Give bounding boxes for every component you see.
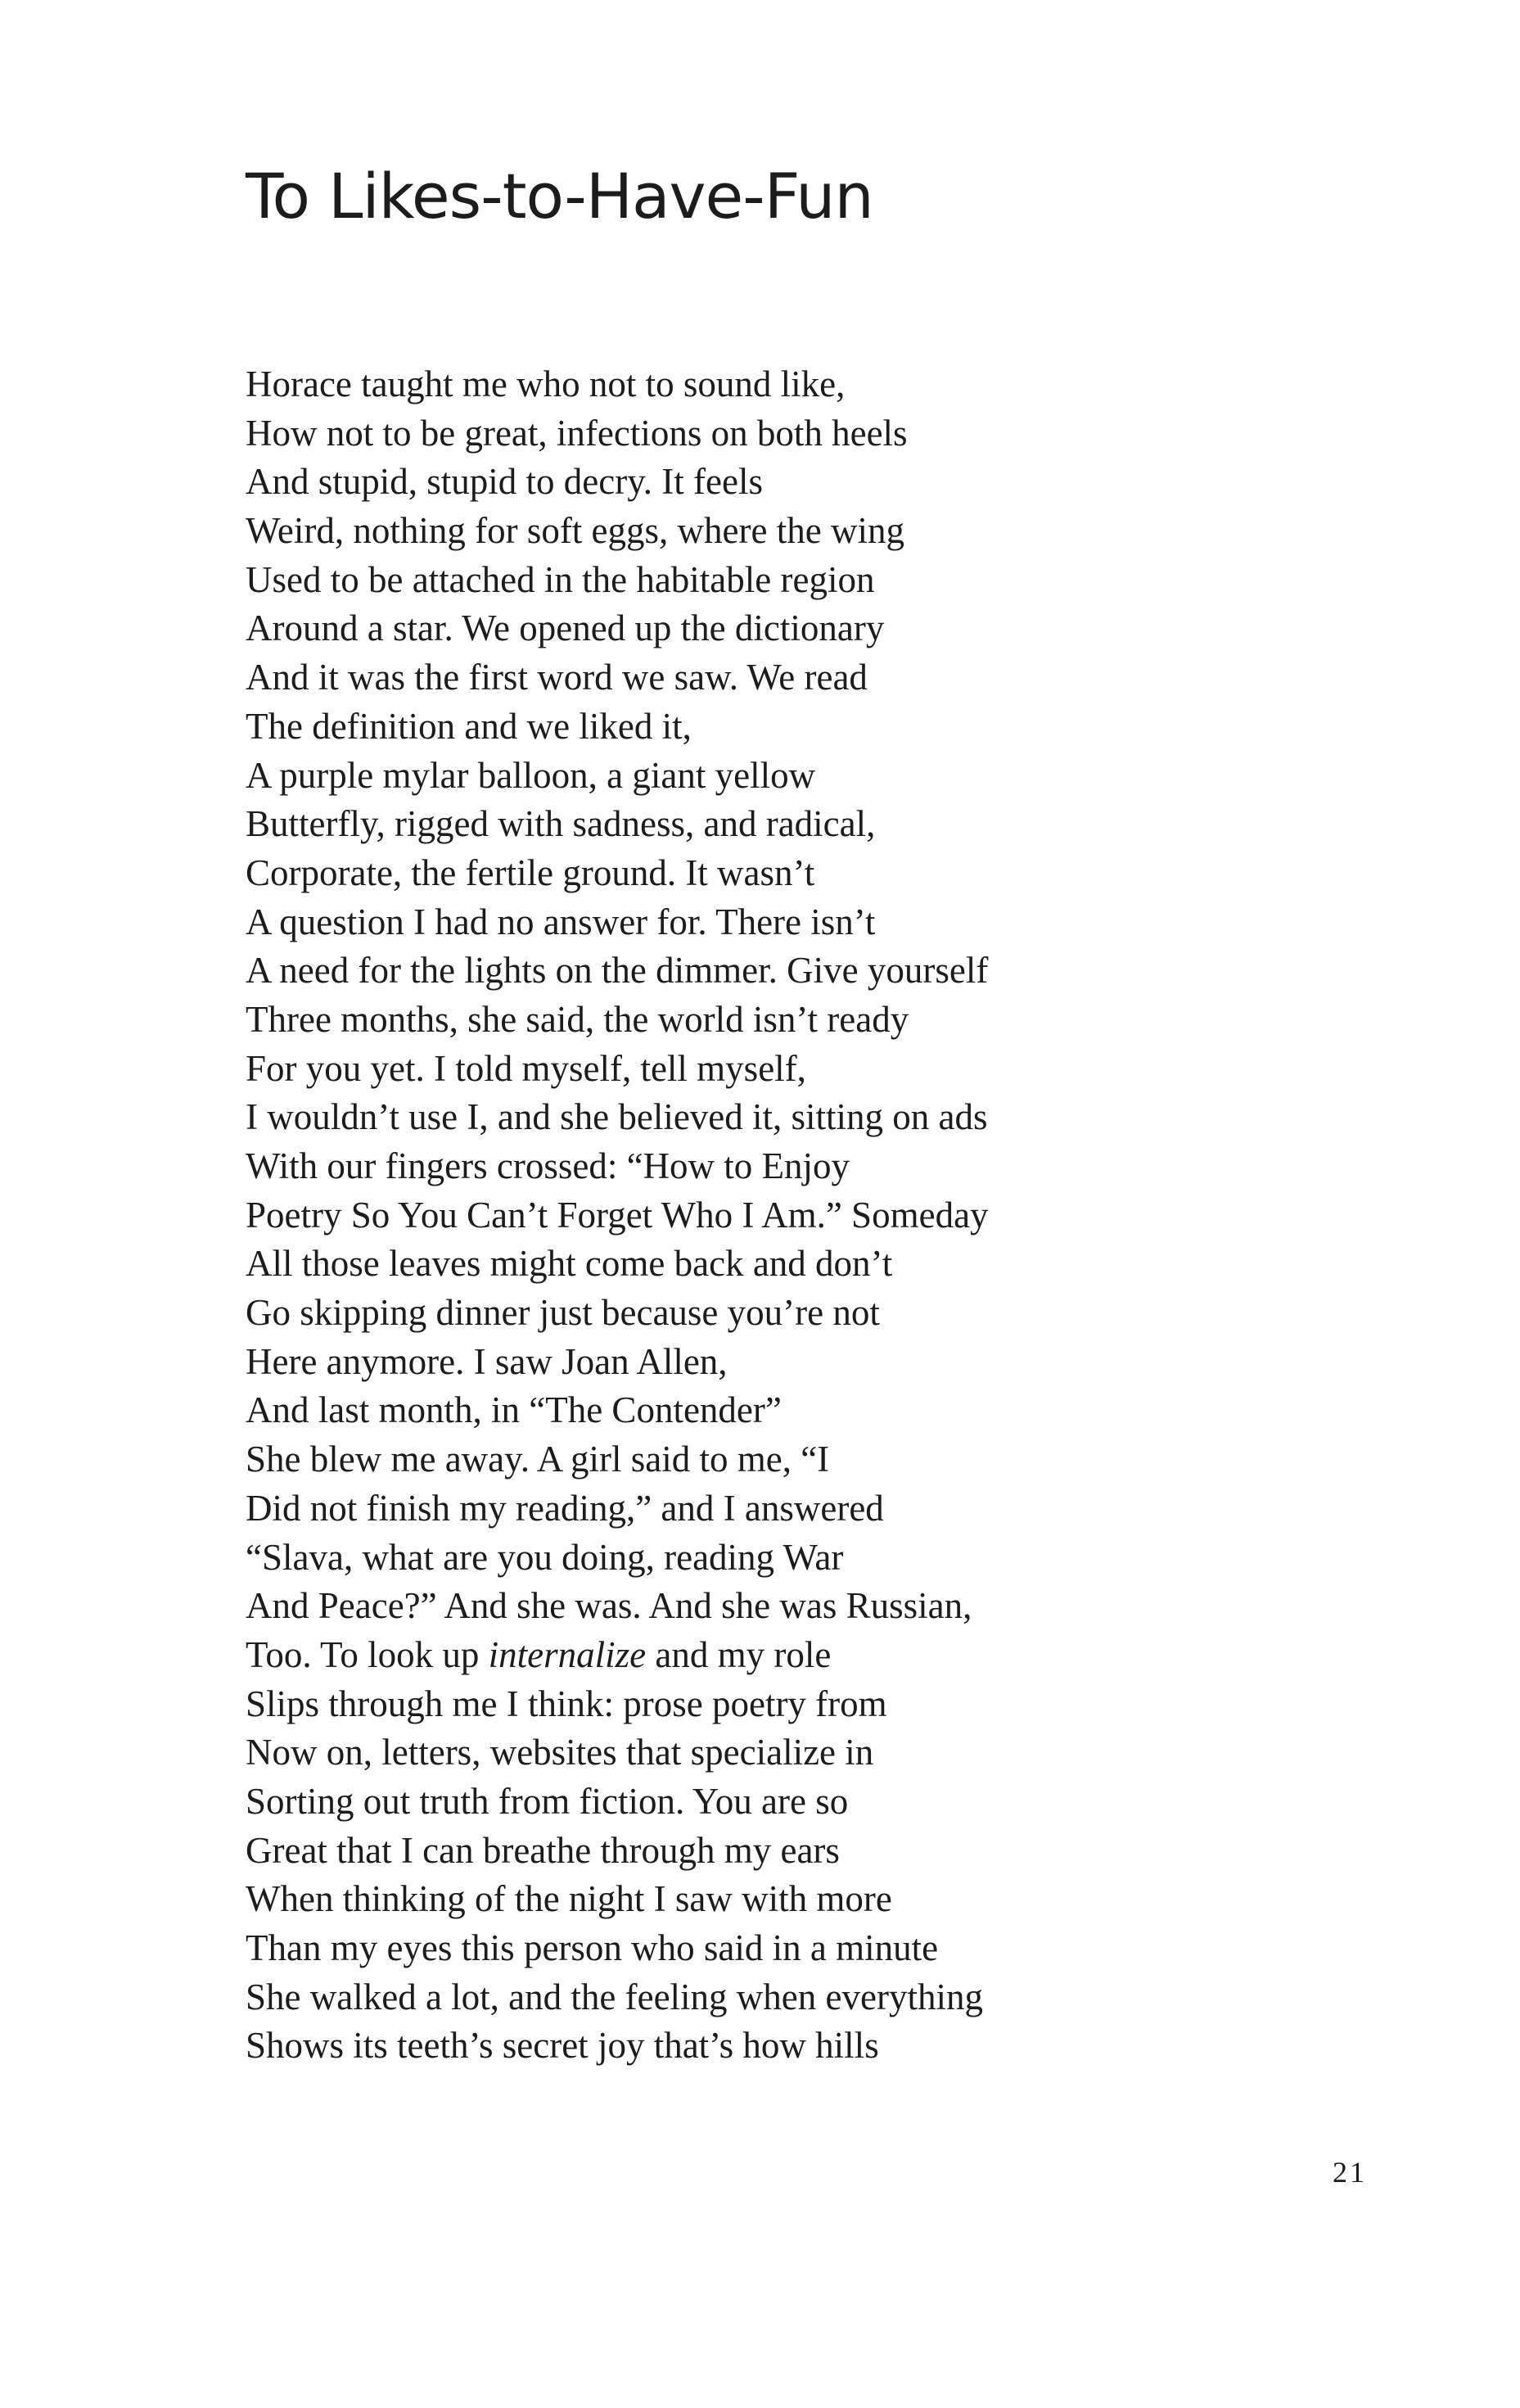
poem-line: How not to be great, infections on both heels [246,412,908,454]
poem-line: Go skipping dinner just because you’re not [246,1292,880,1334]
poem-line: She blew me away. A girl said to me, “I [246,1439,830,1480]
poem-line: Corporate, the fertile ground. It wasn’t [246,852,815,893]
poem-line: Than my eyes this person who said in a minute [246,1927,939,1968]
poem-line: I wouldn’t use I, and she believed it, sitting on ads [246,1096,988,1138]
poem-line: When thinking of the night I saw with more [246,1878,892,1920]
poem-line: She walked a lot, and the feeling when everything [246,1976,983,2017]
page-number: 21 [1333,2156,1367,2189]
poem-line: For you yet. I told myself, tell myself, [246,1047,806,1089]
poem-line [246,1631,1391,1680]
poem-line: And it was the first word we saw. We read [246,657,868,698]
poem-line: Sorting out truth from fiction. You are so [246,1780,849,1822]
poem-line: Used to be attached in the habitable region [246,558,875,600]
poem-line: Here anymore. I saw Joan Allen, [246,1340,728,1382]
poem-line-text: Too. To look up [246,1633,489,1675]
poem-line: With our fingers crossed: “How to Enjoy [246,1145,850,1186]
poem-body [246,360,1391,2071]
poem-line: Weird, nothing for soft eggs, where the wing [246,510,904,552]
poem-title: To Likes-to-Have-Fun [246,160,873,233]
poem-line: And stupid, stupid to decry. It feels [246,461,763,503]
poem-line: Butterfly, rigged with sadness, and radical, [246,803,876,845]
poem-line-italic-word: internalize [488,1633,647,1675]
poem-line: A question I had no answer for. There isn’t [246,901,876,942]
poem-line: Three months, she said, the world isn’t ready [246,998,909,1040]
poem-line: A need for the lights on the dimmer. Give yourself [246,950,989,992]
poem-line: And Peace?” And she was. And she was Russian, [246,1585,972,1627]
poem-line: Poetry So You Can’t Forget Who I Am.” Someday [246,1194,989,1236]
poem-line: Did not finish my reading,” and I answered [246,1487,884,1529]
poem-line: Slips through me I think: prose poetry from [246,1683,887,1724]
poem-line: The definition and we liked it, [246,705,692,747]
poem-line: Now on, letters, websites that specialize in [246,1732,874,1773]
poem-line: “Slava, what are you doing, reading War [246,1536,844,1578]
poem-line: Shows its teeth’s secret joy that’s how hills [246,2025,879,2067]
poem-line-text: and my role [646,1633,832,1675]
poem-line: And last month, in “The Contender” [246,1389,782,1431]
poem-line: Horace taught me who not to sound like, [246,364,846,404]
poem-line: A purple mylar balloon, a giant yellow [246,754,816,796]
poem-line: All those leaves might come back and don’t [246,1243,893,1285]
poem-line: Around a star. We opened up the dictionary [246,608,885,649]
poem-line: Great that I can breathe through my ears [246,1829,840,1871]
